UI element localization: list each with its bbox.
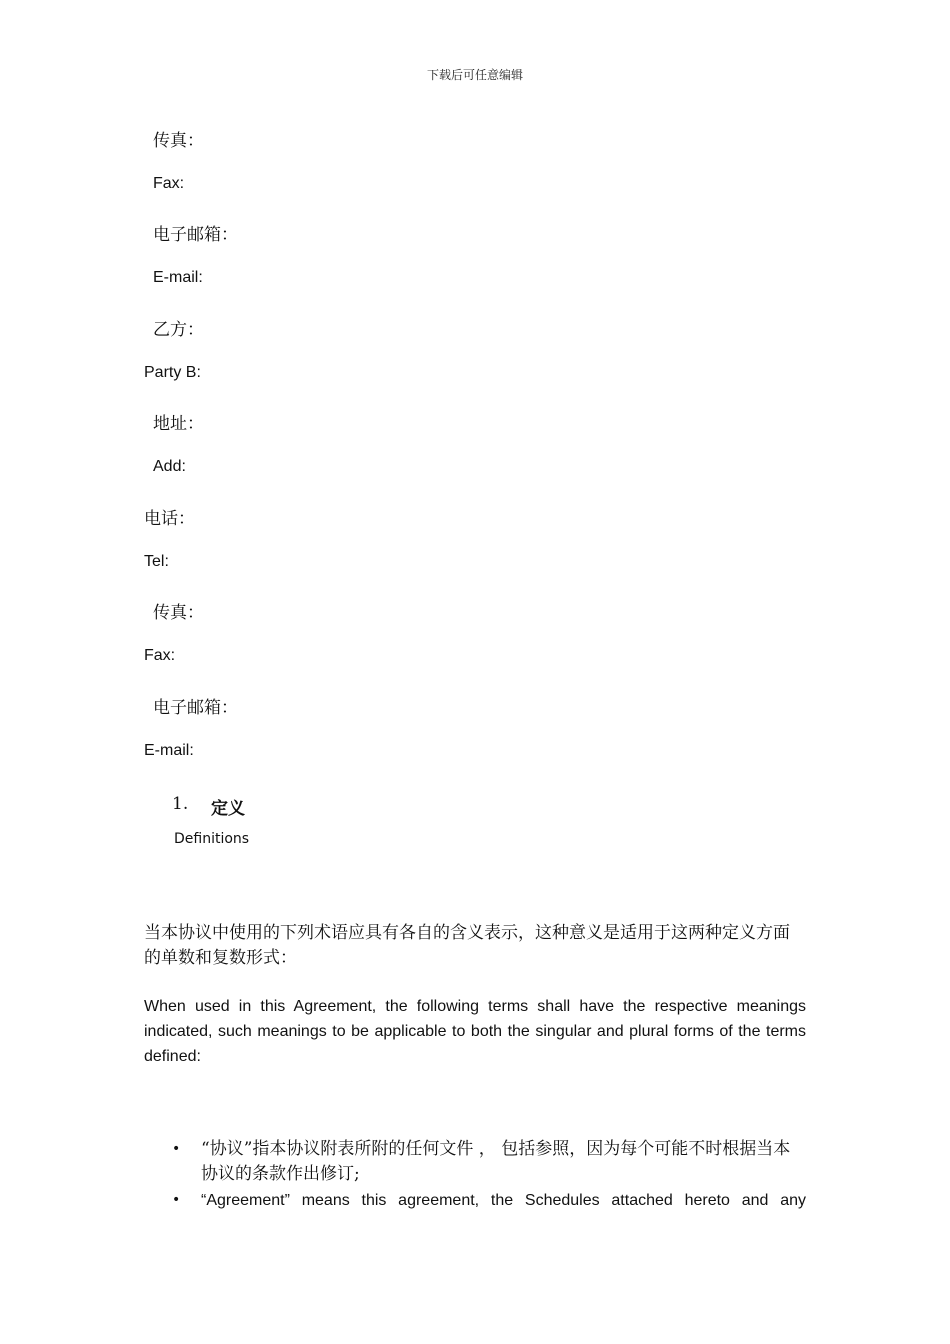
party-a-email-label-en: E-mail: — [153, 269, 203, 286]
party-b-tel-label-en: Tel: — [144, 553, 169, 570]
section-title: 定义 — [211, 799, 245, 819]
section-number: 1. — [172, 794, 189, 814]
definition-agreement-en: “Agreement” means this agreement, the Schedules attached hereto and any — [201, 1192, 806, 1209]
party-b-tel-label-cn: 电话： — [144, 509, 195, 529]
party-b-label-cn: 乙方： — [153, 320, 204, 340]
party-b-address-label-cn: 地址： — [153, 414, 204, 434]
party-a-email-label-cn: 电子邮箱： — [153, 225, 238, 245]
party-b-fax-label-cn: 传真： — [153, 603, 204, 623]
party-b-address-label-en: Add: — [153, 458, 186, 475]
bullet-marker: • — [172, 1141, 181, 1157]
bullet-marker: • — [172, 1192, 181, 1208]
definition-agreement-cn: “协议”指本协议附表所附的任何文件 ， 包括参照，因为每个可能不时根据当本协议的条款作出修订; — [201, 1139, 791, 1184]
party-b-email-label-cn: 电子邮箱： — [153, 698, 238, 718]
party-a-fax-label-en: Fax: — [153, 175, 185, 192]
party-a-fax-label-cn: 传真： — [153, 131, 204, 151]
definitions-intro-en: When used in this Agreement, the following terms shall have the respective meanings indicated, such meanings to be applicable to both the singular and plural forms of the terms defined: — [144, 998, 806, 1065]
party-b-label-en: Party B: — [144, 364, 201, 381]
party-b-fax-label-en: Fax: — [144, 647, 176, 664]
page-header: 下载后可任意编辑 — [426, 68, 523, 82]
party-b-email-label-en: E-mail: — [144, 742, 194, 759]
section-subtitle: Definitions — [174, 831, 250, 847]
definitions-intro-cn: 当本协议中使用的下列术语应具有各自的含义表示，这种意义是适用于这两种定义方面的单数和复数形式： — [144, 923, 790, 968]
